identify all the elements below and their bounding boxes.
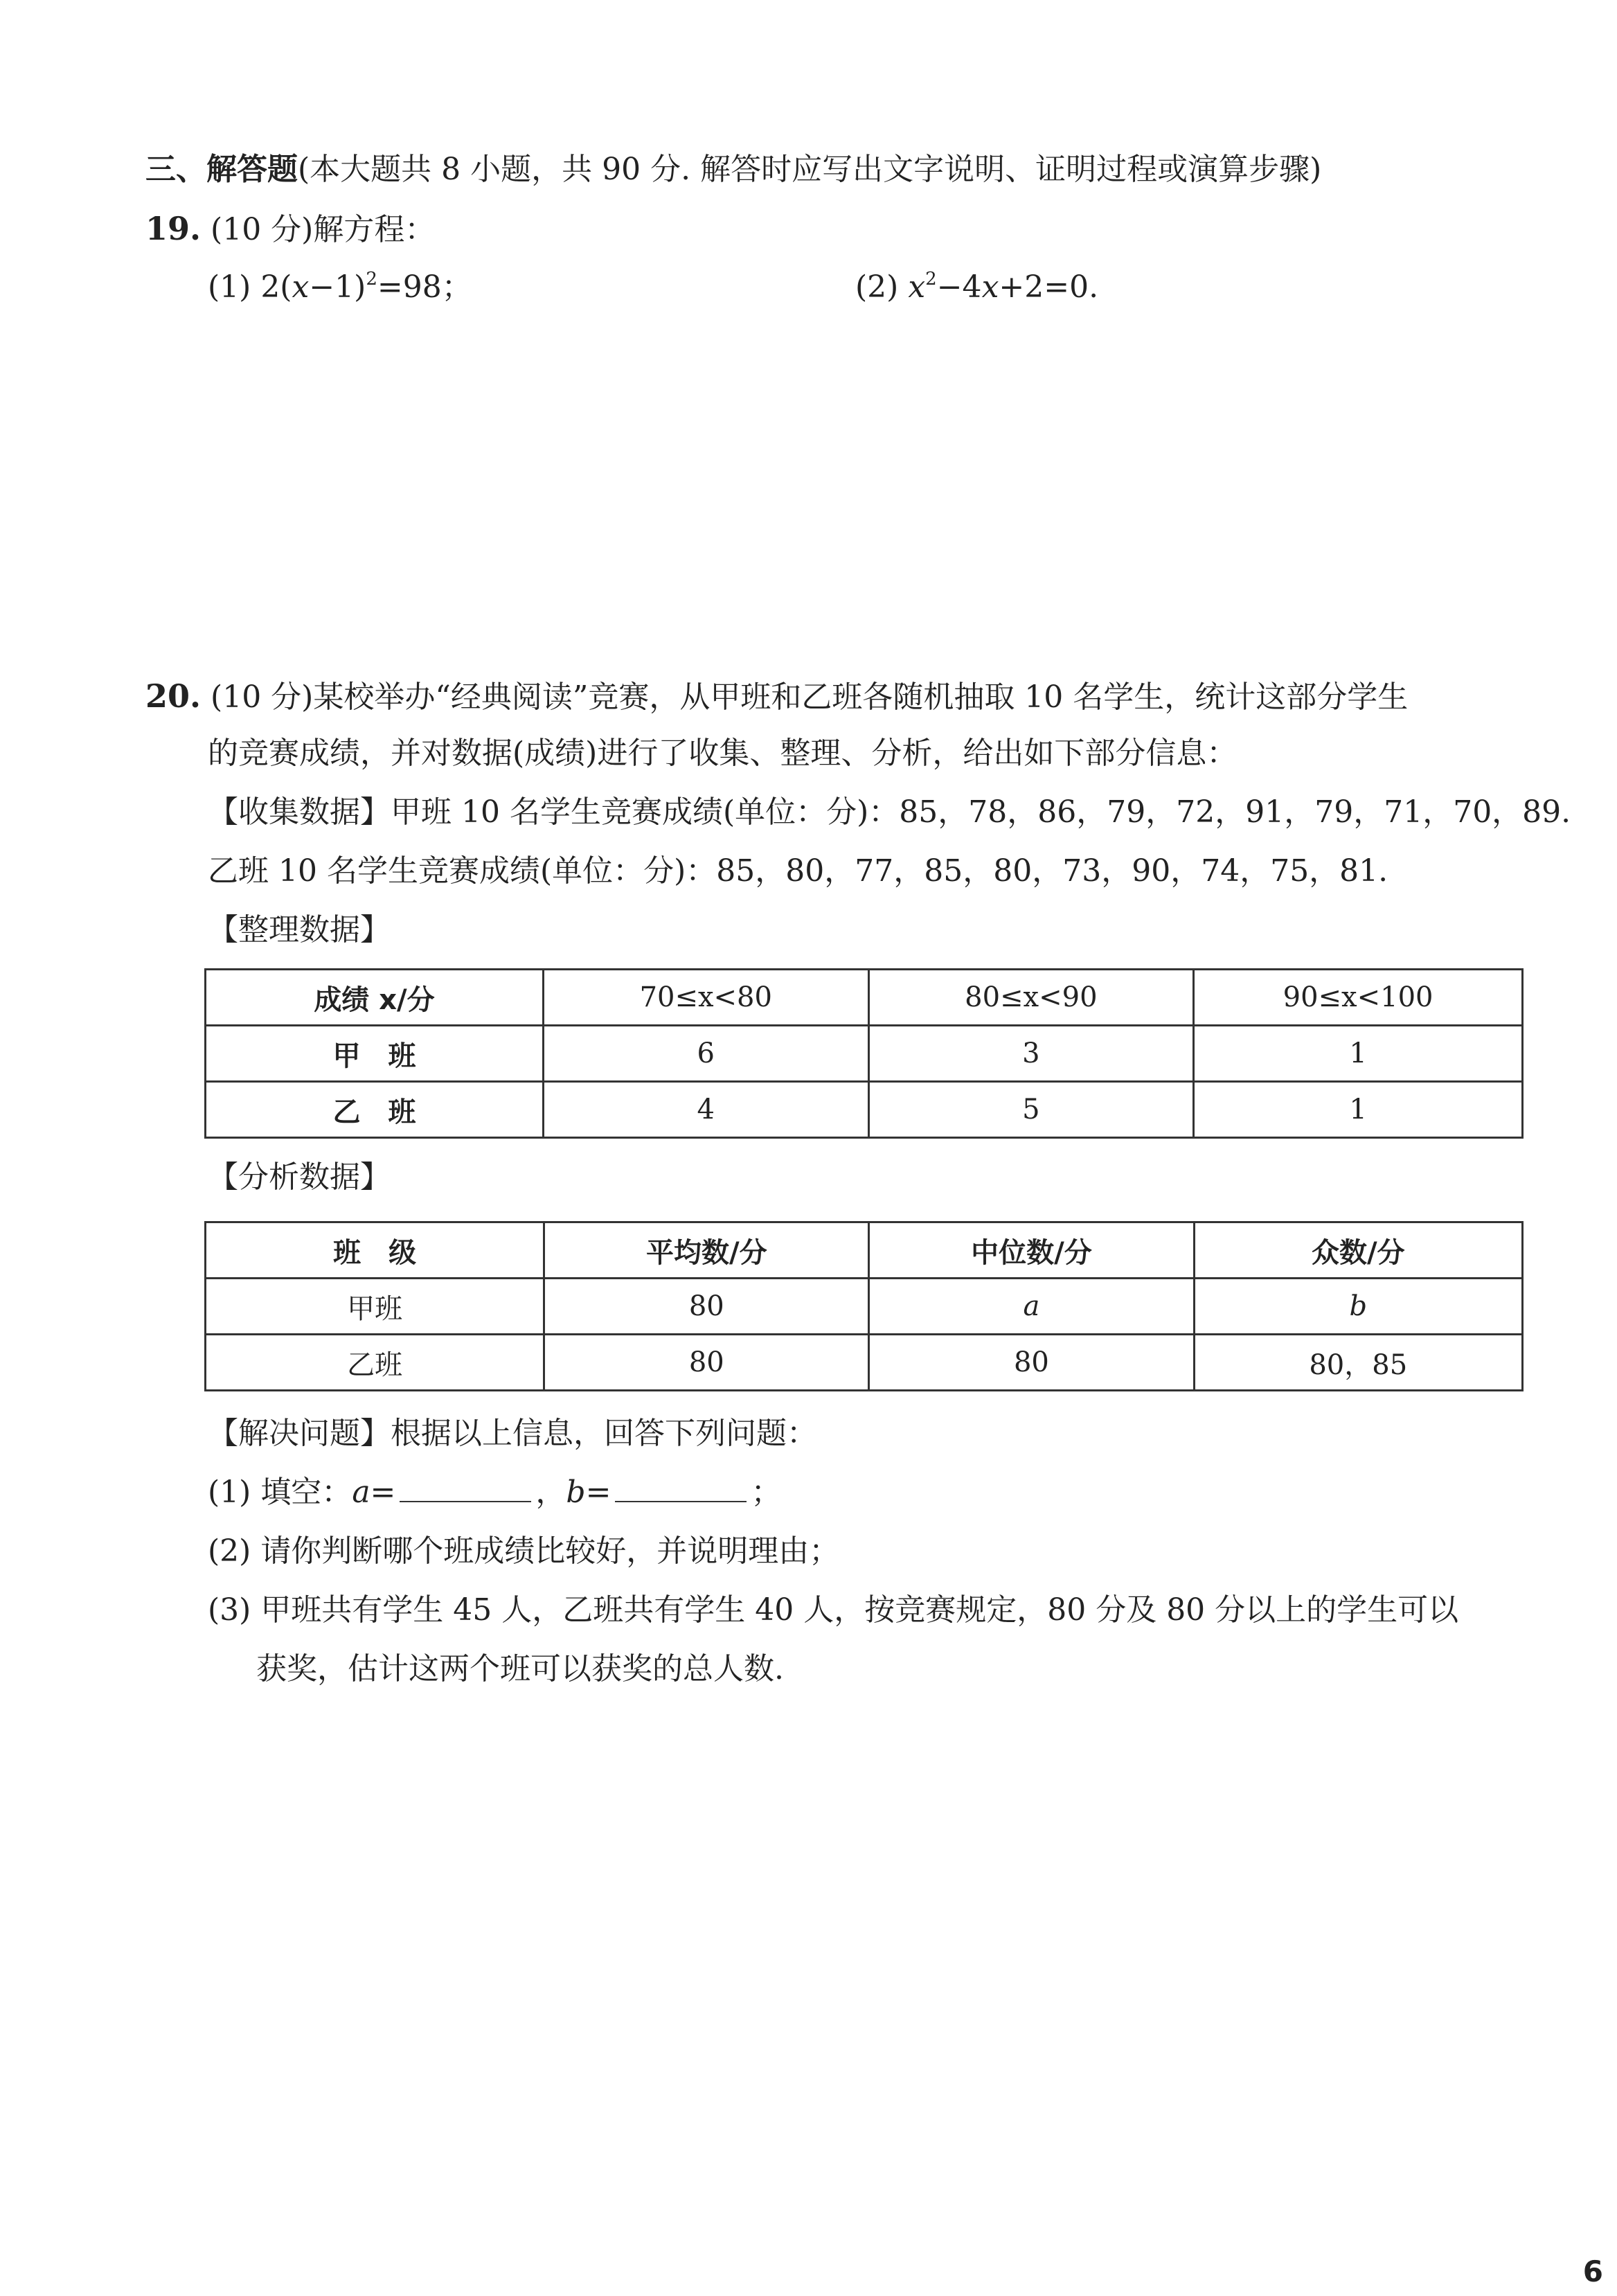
table-header-row xyxy=(206,1222,1523,1279)
table-cell: 6 xyxy=(543,1026,868,1082)
table-cell: 80，85 xyxy=(1194,1335,1522,1391)
analysis-table xyxy=(204,1221,1524,1391)
table-header-cell: 平均数/分 xyxy=(544,1222,869,1279)
answer-blank-a[interactable] xyxy=(400,1473,531,1502)
table-header-cell: 中位数/分 xyxy=(869,1222,1194,1279)
table-row xyxy=(206,1335,1523,1391)
sub-question-3-line-2: 获奖，估计这两个班可以获奖的总人数. xyxy=(256,1651,784,1687)
question-19-intro xyxy=(145,208,435,251)
question-19-part-2: (2) $x^2-4x+2=0$. xyxy=(855,269,1099,305)
solve-problems-intro: 【解决问题】根据以上信息，回答下列问题： xyxy=(208,1416,817,1451)
table-cell: 80 xyxy=(544,1335,869,1391)
table-row xyxy=(206,1026,1523,1082)
table-cell: 3 xyxy=(868,1026,1194,1082)
table-cell: 甲 班 xyxy=(206,1026,544,1082)
question-20-line-2: 的竞赛成绩，并对数据(成绩)进行了收集、整理、分析，给出如下部分信息： xyxy=(208,736,1238,771)
question-20-line-1 xyxy=(145,675,1408,718)
table-cell: 80 xyxy=(869,1335,1194,1391)
table-cell: 80 xyxy=(544,1279,869,1335)
section-note: (本大题共 8 小题，共 90 分. 解答时应写出文字说明、证明过程或演算步骤) xyxy=(298,152,1322,187)
question-19-part-1: (1) $2(x-1)^2=98$； xyxy=(208,269,472,305)
table-cell: a xyxy=(869,1279,1194,1335)
sub-question-3-line-1: (3) 甲班共有学生 45 人，乙班共有学生 40 人，按竞赛规定，80 分及 80 分以上的学生可以 xyxy=(208,1592,1459,1628)
table-cell: 5 xyxy=(868,1082,1194,1138)
table-header-cell: 成绩 x/分 xyxy=(206,970,544,1026)
collect-data-a: 【收集数据】甲班 10 名学生竞赛成绩(单位：分)：85，78，86，79，72，91，79，71，70，89. xyxy=(208,794,1571,830)
table-row xyxy=(206,1082,1523,1138)
table-cell: b xyxy=(1194,1279,1522,1335)
collect-data-b: 乙班 10 名学生竞赛成绩(单位：分)：85，80，77，85，80，73，90，74，75，81. xyxy=(208,853,1388,889)
table-header-cell: 70≤x<80 xyxy=(543,970,868,1026)
table-header-cell: 众数/分 xyxy=(1194,1222,1522,1279)
table-cell: 乙 班 xyxy=(206,1082,544,1138)
table-header-row xyxy=(206,970,1523,1026)
table-row xyxy=(206,1279,1523,1335)
analyze-data-label: 【分析数据】 xyxy=(208,1159,391,1195)
table-cell: 甲班 xyxy=(206,1279,544,1335)
table-cell: 1 xyxy=(1194,1082,1523,1138)
table-cell: 1 xyxy=(1194,1026,1523,1082)
question-20-text: (10 分)某校举办“经典阅读”竞赛，从甲班和乙班各随机抽取 10 名学生，统计这部分学生 xyxy=(211,679,1409,715)
sub-question-2: (2) 请你判断哪个班成绩比较好，并说明理由； xyxy=(208,1533,840,1569)
table-cell: 乙班 xyxy=(206,1335,544,1391)
section-title: 三、解答题 xyxy=(145,152,298,187)
answer-blank-b[interactable] xyxy=(615,1473,747,1502)
solve-problems-label: 【解决问题】 xyxy=(208,1416,391,1451)
table-header-cell: 班 级 xyxy=(206,1222,544,1279)
question-19-text: (10 分)解方程： xyxy=(211,212,436,247)
organize-data-label: 【整理数据】 xyxy=(208,912,391,947)
table-cell: 4 xyxy=(543,1082,868,1138)
question-20-number: 20. xyxy=(145,677,202,715)
collect-data-label: 【收集数据】 xyxy=(208,794,391,830)
table-header-cell: 80≤x<90 xyxy=(868,970,1194,1026)
organized-data-table xyxy=(204,968,1524,1139)
question-19-number: 19. xyxy=(145,210,202,247)
sub-question-1: (1) 填空：a= ，b= ； xyxy=(208,1475,782,1510)
section-header xyxy=(145,149,1321,190)
table-header-cell: 90≤x<100 xyxy=(1194,970,1523,1026)
page-number: 6 xyxy=(1582,2254,1603,2288)
